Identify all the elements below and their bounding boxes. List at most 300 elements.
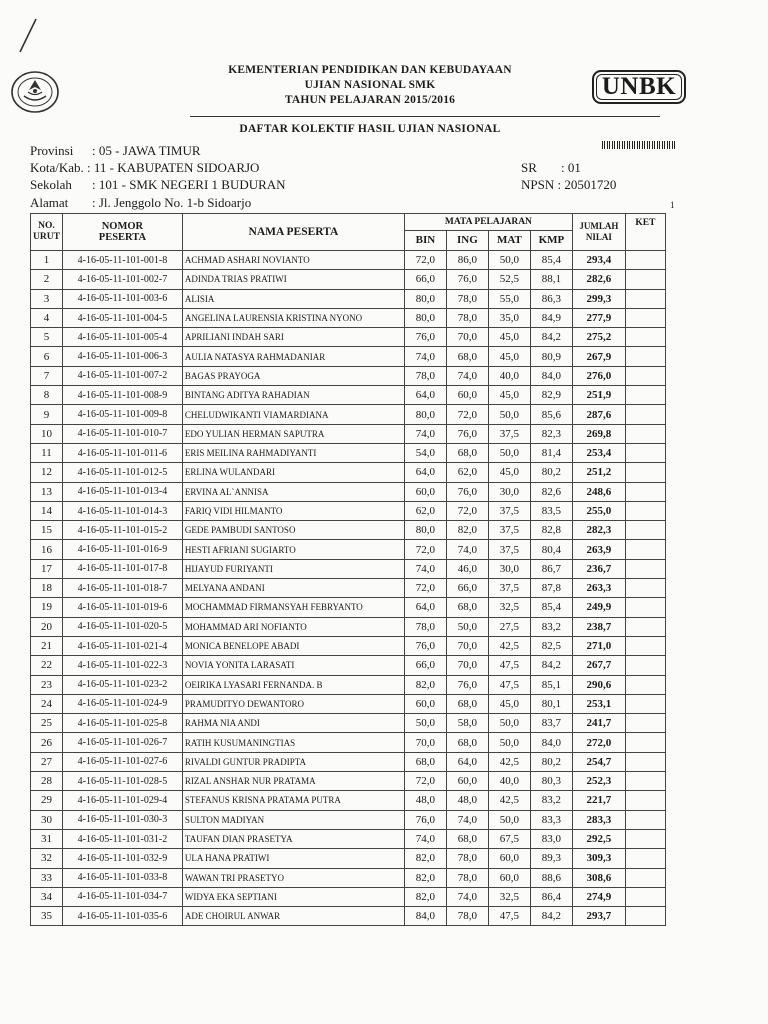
score-kmp: 88,6 [530, 868, 572, 887]
score-mat: 45,0 [488, 347, 530, 366]
participant-name: ERVINA AL`ANNISA [182, 482, 404, 501]
row-number: 14 [31, 501, 63, 520]
total-score: 253,4 [572, 443, 625, 462]
score-mat: 47,5 [488, 907, 530, 926]
score-mat: 60,0 [488, 849, 530, 868]
participant-number: 4-16-05-11-101-030-3 [62, 810, 182, 829]
score-mat: 37,5 [488, 579, 530, 598]
total-score: 308,6 [572, 868, 625, 887]
score-ing: 68,0 [446, 733, 488, 752]
score-mat: 40,0 [488, 366, 530, 385]
score-kmp: 84,0 [530, 366, 572, 385]
remark-cell [625, 810, 665, 829]
score-bin: 74,0 [404, 424, 446, 443]
score-bin: 64,0 [404, 598, 446, 617]
row-number: 25 [31, 714, 63, 733]
participant-name: BAGAS PRAYOGA [182, 366, 404, 385]
participant-name: FARIQ VIDI HILMANTO [182, 501, 404, 520]
score-bin: 70,0 [404, 733, 446, 752]
sekolah-value: : 101 - SMK NEGERI 1 BUDURAN [92, 177, 286, 192]
row-number: 10 [31, 424, 63, 443]
participant-name: ADE CHOIRUL ANWAR [182, 907, 404, 926]
total-score: 254,7 [572, 752, 625, 771]
participant-number: 4-16-05-11-101-021-4 [62, 636, 182, 655]
table-row [31, 521, 666, 540]
badge-inner-border [596, 74, 682, 100]
total-score: 299,3 [572, 289, 625, 308]
score-kmp: 84,9 [530, 308, 572, 327]
remark-cell [625, 714, 665, 733]
header-line-year: TAHUN PELAJARAN 2015/2016 [284, 94, 456, 106]
row-number: 35 [31, 907, 63, 926]
score-bin: 82,0 [404, 887, 446, 906]
results-table-body [31, 251, 666, 926]
participant-number: 4-16-05-11-101-024-9 [62, 694, 182, 713]
participant-number: 4-16-05-11-101-033-8 [62, 868, 182, 887]
table-row [31, 386, 666, 405]
participant-number: 4-16-05-11-101-014-3 [62, 501, 182, 520]
score-ing: 76,0 [446, 675, 488, 694]
row-number: 20 [31, 617, 63, 636]
table-row [31, 405, 666, 424]
participant-name: MOHAMMAD ARI NOFIANTO [182, 617, 404, 636]
table-row [31, 772, 666, 791]
participant-number: 4-16-05-11-101-018-7 [62, 579, 182, 598]
score-mat: 42,5 [488, 752, 530, 771]
row-number: 31 [31, 829, 63, 848]
score-kmp: 81,4 [530, 443, 572, 462]
score-ing: 48,0 [446, 791, 488, 810]
score-mat: 50,0 [488, 251, 530, 270]
remark-cell [625, 868, 665, 887]
score-bin: 76,0 [404, 636, 446, 655]
table-row [31, 694, 666, 713]
participant-name: BINTANG ADITYA RAHADIAN [182, 386, 404, 405]
score-bin: 48,0 [404, 791, 446, 810]
remark-cell [625, 289, 665, 308]
table-row [31, 598, 666, 617]
score-ing: 72,0 [446, 501, 488, 520]
remark-cell [625, 386, 665, 405]
score-kmp: 86,7 [530, 559, 572, 578]
table-row [31, 752, 666, 771]
table-row [31, 579, 666, 598]
remark-cell [625, 752, 665, 771]
score-mat: 32,5 [488, 887, 530, 906]
total-score: 236,7 [572, 559, 625, 578]
results-table [30, 213, 666, 926]
score-bin: 72,0 [404, 772, 446, 791]
participant-name: ERIS MEILINA RAHMADIYANTI [182, 443, 404, 462]
total-score: 252,3 [572, 772, 625, 791]
row-number: 2 [31, 270, 63, 289]
total-score: 269,8 [572, 424, 625, 443]
score-mat: 42,5 [488, 636, 530, 655]
table-row [31, 289, 666, 308]
score-ing: 68,0 [446, 443, 488, 462]
row-number: 32 [31, 849, 63, 868]
score-mat: 32,5 [488, 598, 530, 617]
total-score: 249,9 [572, 598, 625, 617]
remark-cell [625, 347, 665, 366]
score-ing: 68,0 [446, 347, 488, 366]
row-number: 5 [31, 328, 63, 347]
row-number: 17 [31, 559, 63, 578]
header-nomor: NOMOR [101, 221, 144, 232]
table-row [31, 829, 666, 848]
score-bin: 80,0 [404, 521, 446, 540]
score-ing: 82,0 [446, 521, 488, 540]
score-bin: 66,0 [404, 270, 446, 289]
participant-name: WIDYA EKA SEPTIANI [182, 887, 404, 906]
participant-number: 4-16-05-11-101-010-7 [62, 424, 182, 443]
total-score: 277,9 [572, 308, 625, 327]
score-kmp: 84,0 [530, 733, 572, 752]
participant-name: HESTI AFRIANI SUGIARTO [182, 540, 404, 559]
total-score: 274,9 [572, 887, 625, 906]
total-score: 253,1 [572, 694, 625, 713]
header-ket: KET [625, 214, 665, 251]
header-ing: ING [446, 231, 488, 251]
score-bin: 80,0 [404, 308, 446, 327]
remark-cell [625, 328, 665, 347]
row-number: 24 [31, 694, 63, 713]
score-bin: 74,0 [404, 347, 446, 366]
total-score: 263,3 [572, 579, 625, 598]
score-mat: 35,0 [488, 308, 530, 327]
info-provinsi [30, 143, 201, 159]
participant-number: 4-16-05-11-101-028-5 [62, 772, 182, 791]
participant-number: 4-16-05-11-101-019-6 [62, 598, 182, 617]
score-ing: 76,0 [446, 270, 488, 289]
total-score: 241,7 [572, 714, 625, 733]
participant-name: RATIH KUSUMANINGTIAS [182, 733, 404, 752]
participant-number: 4-16-05-11-101-013-4 [62, 482, 182, 501]
participant-number: 4-16-05-11-101-006-3 [62, 347, 182, 366]
score-bin: 60,0 [404, 694, 446, 713]
score-mat: 67,5 [488, 829, 530, 848]
participant-number: 4-16-05-11-101-004-5 [62, 308, 182, 327]
remark-cell [625, 675, 665, 694]
score-bin: 50,0 [404, 714, 446, 733]
remark-cell [625, 270, 665, 289]
score-ing: 78,0 [446, 308, 488, 327]
participant-number: 4-16-05-11-101-001-8 [62, 251, 182, 270]
total-score: 292,5 [572, 829, 625, 848]
remark-cell [625, 656, 665, 675]
total-score: 275,2 [572, 328, 625, 347]
score-kmp: 83,2 [530, 617, 572, 636]
remark-cell [625, 849, 665, 868]
row-number: 29 [31, 791, 63, 810]
remark-cell [625, 251, 665, 270]
row-number: 23 [31, 675, 63, 694]
score-kmp: 89,3 [530, 849, 572, 868]
remark-cell [625, 598, 665, 617]
score-kmp: 80,1 [530, 694, 572, 713]
participant-name: HIJAYUD FURIYANTI [182, 559, 404, 578]
score-kmp: 85,4 [530, 598, 572, 617]
score-ing: 68,0 [446, 598, 488, 617]
score-mat: 42,5 [488, 791, 530, 810]
score-ing: 64,0 [446, 752, 488, 771]
score-mat: 50,0 [488, 443, 530, 462]
total-score: 283,3 [572, 810, 625, 829]
table-row [31, 791, 666, 810]
participant-name: PRAMUDITYO DEWANTORO [182, 694, 404, 713]
score-bin: 72,0 [404, 579, 446, 598]
score-kmp: 85,1 [530, 675, 572, 694]
table-row [31, 849, 666, 868]
remark-cell [625, 463, 665, 482]
participant-name: MOCHAMMAD FIRMANSYAH FEBRYANTO [182, 598, 404, 617]
remark-cell [625, 521, 665, 540]
document-title: DAFTAR KOLEKTIF HASIL UJIAN NASIONAL [239, 123, 501, 135]
header-nama-peserta: NAMA PESERTA [182, 214, 404, 251]
info-sekolah [30, 177, 286, 193]
total-score: 238,7 [572, 617, 625, 636]
table-row [31, 482, 666, 501]
participant-name: MELYANA ANDANI [182, 579, 404, 598]
header-bin: BIN [404, 231, 446, 251]
score-mat: 47,5 [488, 675, 530, 694]
score-ing: 72,0 [446, 405, 488, 424]
table-row [31, 424, 666, 443]
participant-name: RIZAL ANSHAR NUR PRATAMA [182, 772, 404, 791]
participant-name: APRILIANI INDAH SARI [182, 328, 404, 347]
score-bin: 78,0 [404, 617, 446, 636]
score-ing: 62,0 [446, 463, 488, 482]
page-number: 1 [670, 200, 675, 210]
participant-number: 4-16-05-11-101-016-9 [62, 540, 182, 559]
remark-cell [625, 501, 665, 520]
score-bin: 82,0 [404, 849, 446, 868]
participant-name: ULA HANA PRATIWI [182, 849, 404, 868]
total-score: 293,7 [572, 907, 625, 926]
participant-name: ADINDA TRIAS PRATIWI [182, 270, 404, 289]
score-ing: 74,0 [446, 540, 488, 559]
header-nomor-peserta [62, 214, 182, 251]
total-score: 293,4 [572, 251, 625, 270]
score-ing: 74,0 [446, 887, 488, 906]
participant-number: 4-16-05-11-101-015-2 [62, 521, 182, 540]
total-score: 290,6 [572, 675, 625, 694]
header-no: NO. [38, 221, 55, 231]
score-bin: 72,0 [404, 540, 446, 559]
score-ing: 76,0 [446, 424, 488, 443]
score-kmp: 82,8 [530, 521, 572, 540]
score-bin: 84,0 [404, 907, 446, 926]
score-bin: 64,0 [404, 463, 446, 482]
total-score: 251,9 [572, 386, 625, 405]
score-bin: 74,0 [404, 829, 446, 848]
header-jumlah-nilai [572, 214, 625, 251]
table-row [31, 887, 666, 906]
score-bin: 82,0 [404, 675, 446, 694]
participant-number: 4-16-05-11-101-027-6 [62, 752, 182, 771]
score-ing: 68,0 [446, 829, 488, 848]
remark-cell [625, 617, 665, 636]
score-mat: 45,0 [488, 463, 530, 482]
score-ing: 46,0 [446, 559, 488, 578]
row-number: 1 [31, 251, 63, 270]
remark-cell [625, 907, 665, 926]
total-score: 267,7 [572, 656, 625, 675]
table-row [31, 636, 666, 655]
header-line-ministry: KEMENTERIAN PENDIDIKAN DAN KEBUDAYAAN [228, 64, 512, 76]
header-divider [190, 116, 660, 117]
pen-mark-icon [12, 16, 42, 56]
participant-name: ERLINA WULANDARI [182, 463, 404, 482]
participant-number: 4-16-05-11-101-034-7 [62, 887, 182, 906]
participant-number: 4-16-05-11-101-005-4 [62, 328, 182, 347]
table-row [31, 810, 666, 829]
table-row [31, 270, 666, 289]
score-kmp: 83,0 [530, 829, 572, 848]
total-score: 251,2 [572, 463, 625, 482]
participant-number: 4-16-05-11-101-003-6 [62, 289, 182, 308]
sekolah-label: Sekolah [30, 177, 72, 192]
barcode-icon [602, 141, 676, 149]
score-mat: 50,0 [488, 733, 530, 752]
participant-number: 4-16-05-11-101-025-8 [62, 714, 182, 733]
score-mat: 40,0 [488, 772, 530, 791]
row-number: 27 [31, 752, 63, 771]
table-row [31, 501, 666, 520]
score-mat: 55,0 [488, 289, 530, 308]
score-mat: 50,0 [488, 810, 530, 829]
participant-name: ALISIA [182, 289, 404, 308]
participant-name: OEIRIKA LYASARI FERNANDA. B [182, 675, 404, 694]
kota-value: 11 - KABUPATEN SIDOARJO [93, 160, 260, 175]
score-bin: 60,0 [404, 482, 446, 501]
participant-number: 4-16-05-11-101-012-5 [62, 463, 182, 482]
total-score: 282,6 [572, 270, 625, 289]
score-kmp: 84,2 [530, 907, 572, 926]
score-ing: 78,0 [446, 849, 488, 868]
participant-number: 4-16-05-11-101-023-2 [62, 675, 182, 694]
info-alamat [30, 195, 251, 211]
participant-name: ANGELINA LAURENSIA KRISTINA NYONO [182, 308, 404, 327]
score-bin: 76,0 [404, 810, 446, 829]
header-mata-pelajaran: MATA PELAJARAN [404, 214, 572, 231]
score-ing: 70,0 [446, 328, 488, 347]
score-bin: 66,0 [404, 656, 446, 675]
score-kmp: 80,2 [530, 752, 572, 771]
score-kmp: 82,6 [530, 482, 572, 501]
table-row [31, 443, 666, 462]
score-kmp: 80,4 [530, 540, 572, 559]
total-score: 272,0 [572, 733, 625, 752]
score-kmp: 88,1 [530, 270, 572, 289]
row-number: 26 [31, 733, 63, 752]
participant-name: AULIA NATASYA RAHMADANIAR [182, 347, 404, 366]
remark-cell [625, 366, 665, 385]
score-kmp: 83,3 [530, 810, 572, 829]
row-number: 21 [31, 636, 63, 655]
score-bin: 54,0 [404, 443, 446, 462]
table-row [31, 328, 666, 347]
participant-number: 4-16-05-11-101-020-5 [62, 617, 182, 636]
header-no-urut [31, 214, 63, 251]
participant-number: 4-16-05-11-101-031-2 [62, 829, 182, 848]
remark-cell [625, 791, 665, 810]
score-kmp: 86,3 [530, 289, 572, 308]
total-score: 267,9 [572, 347, 625, 366]
score-ing: 78,0 [446, 907, 488, 926]
tut-wuri-handayani-emblem-icon [10, 70, 60, 114]
remark-cell [625, 772, 665, 791]
participant-name: TAUFAN DIAN PRASETYA [182, 829, 404, 848]
table-row [31, 463, 666, 482]
row-number: 22 [31, 656, 63, 675]
score-mat: 27,5 [488, 617, 530, 636]
score-ing: 74,0 [446, 810, 488, 829]
total-score: 309,3 [572, 849, 625, 868]
participant-name: WAWAN TRI PRASETYO [182, 868, 404, 887]
score-kmp: 84,2 [530, 328, 572, 347]
score-ing: 70,0 [446, 636, 488, 655]
info-sr [521, 160, 581, 176]
row-number: 18 [31, 579, 63, 598]
participant-number: 4-16-05-11-101-008-9 [62, 386, 182, 405]
score-mat: 37,5 [488, 521, 530, 540]
score-kmp: 82,3 [530, 424, 572, 443]
participant-number: 4-16-05-11-101-009-8 [62, 405, 182, 424]
provinsi-value: : 05 - JAWA TIMUR [92, 143, 201, 158]
row-number: 6 [31, 347, 63, 366]
score-kmp: 86,4 [530, 887, 572, 906]
score-mat: 52,5 [488, 270, 530, 289]
participant-number: 4-16-05-11-101-007-2 [62, 366, 182, 385]
score-ing: 68,0 [446, 694, 488, 713]
participant-name: EDO YULIAN HERMAN SAPUTRA [182, 424, 404, 443]
remark-cell [625, 443, 665, 462]
remark-cell [625, 887, 665, 906]
score-kmp: 82,5 [530, 636, 572, 655]
score-mat: 37,5 [488, 501, 530, 520]
participant-number: 4-16-05-11-101-017-8 [62, 559, 182, 578]
table-row [31, 733, 666, 752]
participant-number: 4-16-05-11-101-002-7 [62, 270, 182, 289]
unbk-badge [592, 70, 686, 104]
remark-cell [625, 405, 665, 424]
participant-number: 4-16-05-11-101-035-6 [62, 907, 182, 926]
row-number: 9 [31, 405, 63, 424]
kota-label: Kota/Kab. : [30, 160, 91, 175]
table-row [31, 714, 666, 733]
table-row [31, 540, 666, 559]
score-mat: 30,0 [488, 482, 530, 501]
score-mat: 45,0 [488, 328, 530, 347]
table-row [31, 675, 666, 694]
row-number: 33 [31, 868, 63, 887]
score-bin: 62,0 [404, 501, 446, 520]
remark-cell [625, 579, 665, 598]
score-mat: 30,0 [488, 559, 530, 578]
alamat-value: : Jl. Jenggolo No. 1-b Sidoarjo [92, 195, 252, 210]
participant-number: 4-16-05-11-101-022-3 [62, 656, 182, 675]
row-number: 4 [31, 308, 63, 327]
header-jumlah: JUMLAH [579, 221, 619, 231]
unbk-badge-label: UNBK [601, 73, 677, 100]
remark-cell [625, 694, 665, 713]
table-row [31, 656, 666, 675]
score-kmp: 80,2 [530, 463, 572, 482]
participant-name: ACHMAD ASHARI NOVIANTO [182, 251, 404, 270]
score-bin: 80,0 [404, 289, 446, 308]
score-kmp: 87,8 [530, 579, 572, 598]
